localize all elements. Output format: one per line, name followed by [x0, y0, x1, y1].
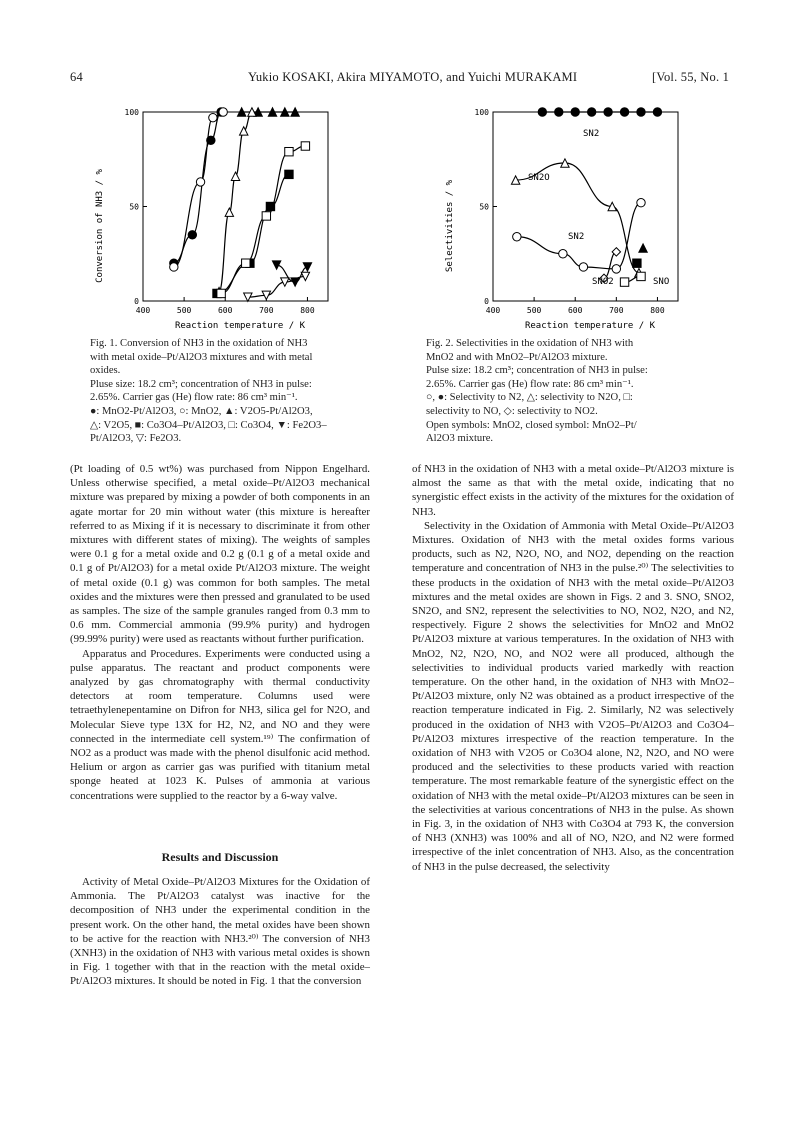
data-point-open-square: [637, 272, 645, 280]
fig2-caption-line: 2.65%. Carrier gas (He) flow rate: 86 cm³ min⁻¹.: [426, 378, 634, 390]
series-curve: [174, 112, 221, 263]
data-point-filled-circle: [604, 108, 612, 116]
fig2-label-sn2-mid: SN2: [568, 232, 585, 242]
section-heading: Results and Discussion: [161, 850, 279, 864]
data-point-filled-down-triangle: [303, 263, 311, 271]
x-tick-label: 500: [526, 306, 542, 315]
data-point-filled-square: [266, 202, 274, 210]
data-point-open-circle: [209, 113, 217, 121]
data-point-filled-circle: [620, 108, 628, 116]
data-point-filled-circle: [587, 108, 595, 116]
fig2-caption-line: Al2O3 mixture.: [426, 433, 494, 445]
data-point-open-circle: [637, 199, 645, 207]
right-column-body: [412, 462, 734, 874]
fig1-caption-line: Pt/Al2O3, ▽: Fe2O3.: [90, 433, 182, 445]
fig2-label-sn2-top: SN2: [583, 129, 600, 139]
data-point-filled-circle: [571, 108, 579, 116]
fig2-caption-line: MnO2 and with MnO2–Pt/Al2O3 mixture.: [426, 351, 608, 363]
body-paragraph: of NH3 in the oxidation of NH3 with a metal oxide–Pt/Al2O3 mixture is almost the same as that with the metal oxide, indicating that no synergistic effect exists in the activity of the mixtures for the oxidation of NH3.: [412, 463, 734, 518]
y-tick-label: 100: [474, 108, 489, 117]
y-tick-label: 0: [484, 297, 489, 306]
data-point-open-triangle: [231, 172, 239, 180]
data-point-open-circle: [612, 265, 620, 273]
page-number: 64: [70, 70, 83, 84]
data-point-filled-circle: [637, 108, 645, 116]
data-point-filled-square: [633, 259, 641, 267]
x-tick-label: 700: [259, 306, 274, 315]
data-point-filled-circle: [538, 108, 546, 116]
x-tick-label: 700: [609, 306, 624, 315]
data-point-open-circle: [559, 250, 567, 258]
fig1-x-axis-label: Reaction temperature / K: [174, 321, 306, 331]
fig1-caption-line: oxides.: [90, 365, 121, 377]
data-point-open-triangle: [225, 208, 233, 216]
data-point-open-circle: [579, 263, 587, 271]
data-point-filled-circle: [555, 108, 563, 116]
fig1-caption-line: with metal oxide–Pt/Al2O3 mixtures and with metal: [90, 351, 313, 363]
data-point-filled-down-triangle: [291, 278, 299, 286]
x-tick-label: 400: [485, 306, 501, 315]
fig2-caption-line: Pulse size: 18.2 cm³; concentration of NH3 in pulse:: [426, 365, 648, 377]
fig1-caption-line: ●: MnO2-Pt/Al2O3, ○: MnO2, ▲: V2O5-Pt/Al2O3,: [90, 405, 313, 417]
running-header-volume: [Vol. 55, No. 1: [652, 70, 730, 84]
y-tick-label: 50: [129, 202, 139, 212]
fig2-caption-line: Open symbols: MnO2, closed symbol: MnO2–Pt/: [426, 419, 637, 431]
body-paragraph: Activity of Metal Oxide–Pt/Al2O3 Mixtures for the Oxidation of Ammonia. The Pt/Al2O3 catalyst was inactive for the decomposition of NH3 under the experimental condition in the present work. On the other hand, the metal oxides have been shown to be active for the reaction with NH3.²⁰⁾ The conversion of NH3 (XNH3) in the oxidation of NH3 with various metal oxides is shown in Fig. 1 together with that in the reaction with the metal oxide–Pt/Al2O3 mixtures. It should be noted in Fig. 1 that the conversion: [70, 876, 370, 988]
y-tick-label: 100: [124, 108, 139, 117]
body-paragraph: Apparatus and Procedures. Experiments were conducted using a pulse apparatus. The reactant and product components were analyzed by gas chromatography with thermal conductivity detectors at room temperature. Columns used were tetraethylenepentamine on Difron for NH3, silica gel for N2O, and Molecular Sieve type 13X for H2, N2, and NO and they were connected in the intermediate cell system.¹⁹⁾ The confirmation of NO2 as a product was made with the phenol disulfonic acid method. Helium or argon as carrier gas was purified with titanium metal sponge heated at 1023 K. Pulses of ammonia at various concentrations were supplied to the reactor by a 6-way valve.: [70, 647, 370, 802]
fig2-label-sn2o: SN2O: [528, 173, 550, 183]
data-point-open-circle: [219, 108, 227, 116]
fig2-caption-line: ○, ●: Selectivity to N2, △: selectivity to N2O, □:: [426, 392, 633, 404]
data-point-filled-circle: [653, 108, 661, 116]
left-column-body-2: [70, 875, 370, 989]
x-tick-label: 500: [176, 306, 192, 315]
fig2-x-axis-label: Reaction temperature / K: [524, 321, 656, 331]
data-point-open-circle: [513, 233, 521, 241]
data-point-open-circle: [170, 263, 178, 271]
body-paragraph: (Pt loading of 0.5 wt%) was purchased from Nippon Engelhard. Unless otherwise specified, a metal oxide–Pt/Al2O3 mechanical mixture was prepared by mixing a powder of both components in an agate mortar for 20 min without water (this mixture is hereafter referred to as Mixing if it is necessary to discriminate it from other mixtures with different states of mixing). The weights of samples were 0.1 g for a metal oxide and 0.2 g (0.1 g of a metal oxide and 0.1 g of Pt/Al2O3) for a metal oxide Pt/Al2O3 mixture. The weight of metal oxide (0.1 g) was common for both samples. The metal oxides and the mixtures were then pressed and granulated to be used as samples. The size of the sample granules ranged from 0.3 mm to 0.6 mm. Commercial ammonia (99.9% purity) and hydrogen (99.99% purity) were used as reactants without further purification.: [70, 463, 370, 646]
x-tick-label: 600: [567, 306, 583, 315]
fig2-y-axis-label: Selectivities / %: [445, 179, 455, 273]
fig2-label-sno2: SNO2: [592, 277, 614, 287]
fig2-caption-line: Fig. 2. Selectivities in the oxidation of NH3 with: [426, 338, 634, 349]
x-tick-label: 800: [650, 306, 665, 315]
fig2-label-sno: SNO: [653, 277, 670, 287]
x-tick-label: 600: [217, 306, 233, 315]
data-point-open-square: [620, 278, 628, 286]
x-tick-label: 800: [300, 306, 315, 315]
fig1-caption-line: Pluse size: 18.2 cm³; concentration of NH3 in pulse:: [90, 378, 312, 390]
running-header-authors: Yukio KOSAKI, Akira MIYAMOTO, and Yuichi MURAKAMI: [248, 70, 578, 84]
left-column-body: [70, 462, 370, 803]
data-point-filled-down-triangle: [272, 261, 280, 269]
data-point-filled-triangle: [639, 244, 647, 252]
fig2-caption-line: selectivity to NO, ◇: selectivity to NO2.: [426, 405, 598, 417]
fig1-caption-line: 2.65%. Carrier gas (He) flow rate: 86 cm³ min⁻¹.: [90, 392, 298, 404]
figure-2-caption: [426, 337, 726, 446]
data-point-filled-circle: [207, 136, 215, 144]
figure-1-caption: [90, 337, 365, 446]
fig1-y-axis-label: Conversion of NH3 / %: [95, 169, 105, 283]
data-point-open-square: [242, 259, 250, 267]
fig1-caption-line: △: V2O5, ■: Co3O4–Pt/Al2O3, □: Co3O4, ▼: Fe2O3–: [90, 419, 327, 431]
y-tick-label: 0: [134, 297, 139, 306]
data-point-open-square: [217, 289, 225, 297]
x-tick-label: 400: [135, 306, 151, 315]
data-point-open-square: [262, 212, 270, 220]
data-point-open-triangle: [240, 127, 248, 135]
data-point-open-square: [301, 142, 309, 150]
series-curve: [174, 112, 223, 267]
fig1-caption-line: Fig. 1. Conversion of NH3 in the oxidation of NH3: [90, 338, 308, 349]
series-curve: [217, 174, 289, 293]
data-point-open-square: [285, 147, 293, 155]
y-tick-label: 50: [479, 202, 489, 212]
figure-1-chart: [90, 100, 350, 335]
data-point-filled-square: [285, 170, 293, 178]
body-paragraph: Selectivity in the Oxidation of Ammonia with Metal Oxide–Pt/Al2O3 Mixtures. Oxidation of NH3 with the metal oxides forms various products, such as N2, N2O, NO, and NO2, depending on the reaction temperature and concentration of NH3 in the pulse.²⁰⁾ The selectivities to these products in the oxidation of NH3 with the metal oxide–Pt/Al2O3 mixtures and the metal oxides are shown in Figs. 2 and 3. SNO, SNO2, SN2O, and SN2, represent the selectivities to NO, NO2, N2O, and N2, respectively. Figure 2 shows the selectivities for MnO2 and MnO2 Pt/Al2O3 mixture at various temperatures. In the oxidation of NH3 with MnO2, N2, N2O, NO, and NO2 were all produced, although the selectivities to individual products varied markedly with reaction temperature. On the other hand, in the oxidation of NH3 with MnO2–Pt/Al2O3 mixture, only N2 was obtained as a product irrespective of the reaction temperature indicated in Fig. 2. Similarly, N2 was selectively produced in the oxidation of NH3 with V2O5–Pt/Al2O3 and Co3O4–Pt/Al2O3 mixtures irrespective of the reaction temperature. In the oxidation of NH3 with V2O5 or Co3O4 alone, N2, N2O, and NO were produced and the selectivities to these products varied with reaction temperature. The most remarkable feature of the synergistic effect on the oxidation of NH3 with the metal oxide–Pt/Al2O3 mixtures can be seen in the selectivities at various concentrations of NH3 in the pulse. As shown in Fig. 3, in the oxidation of NH3 with Co3O4 at 793 K, the conversion of NH3 (XNH3) was 100% and all of NO, N2O, and N2 were formed irrespective of the inlet concentration of NH3. Also, as the concentration of NH3 in the pulse decreased, the selectivity: [412, 519, 734, 873]
data-point-open-circle: [196, 178, 204, 186]
figure-2-chart: [440, 100, 700, 335]
data-point-filled-circle: [188, 231, 196, 239]
